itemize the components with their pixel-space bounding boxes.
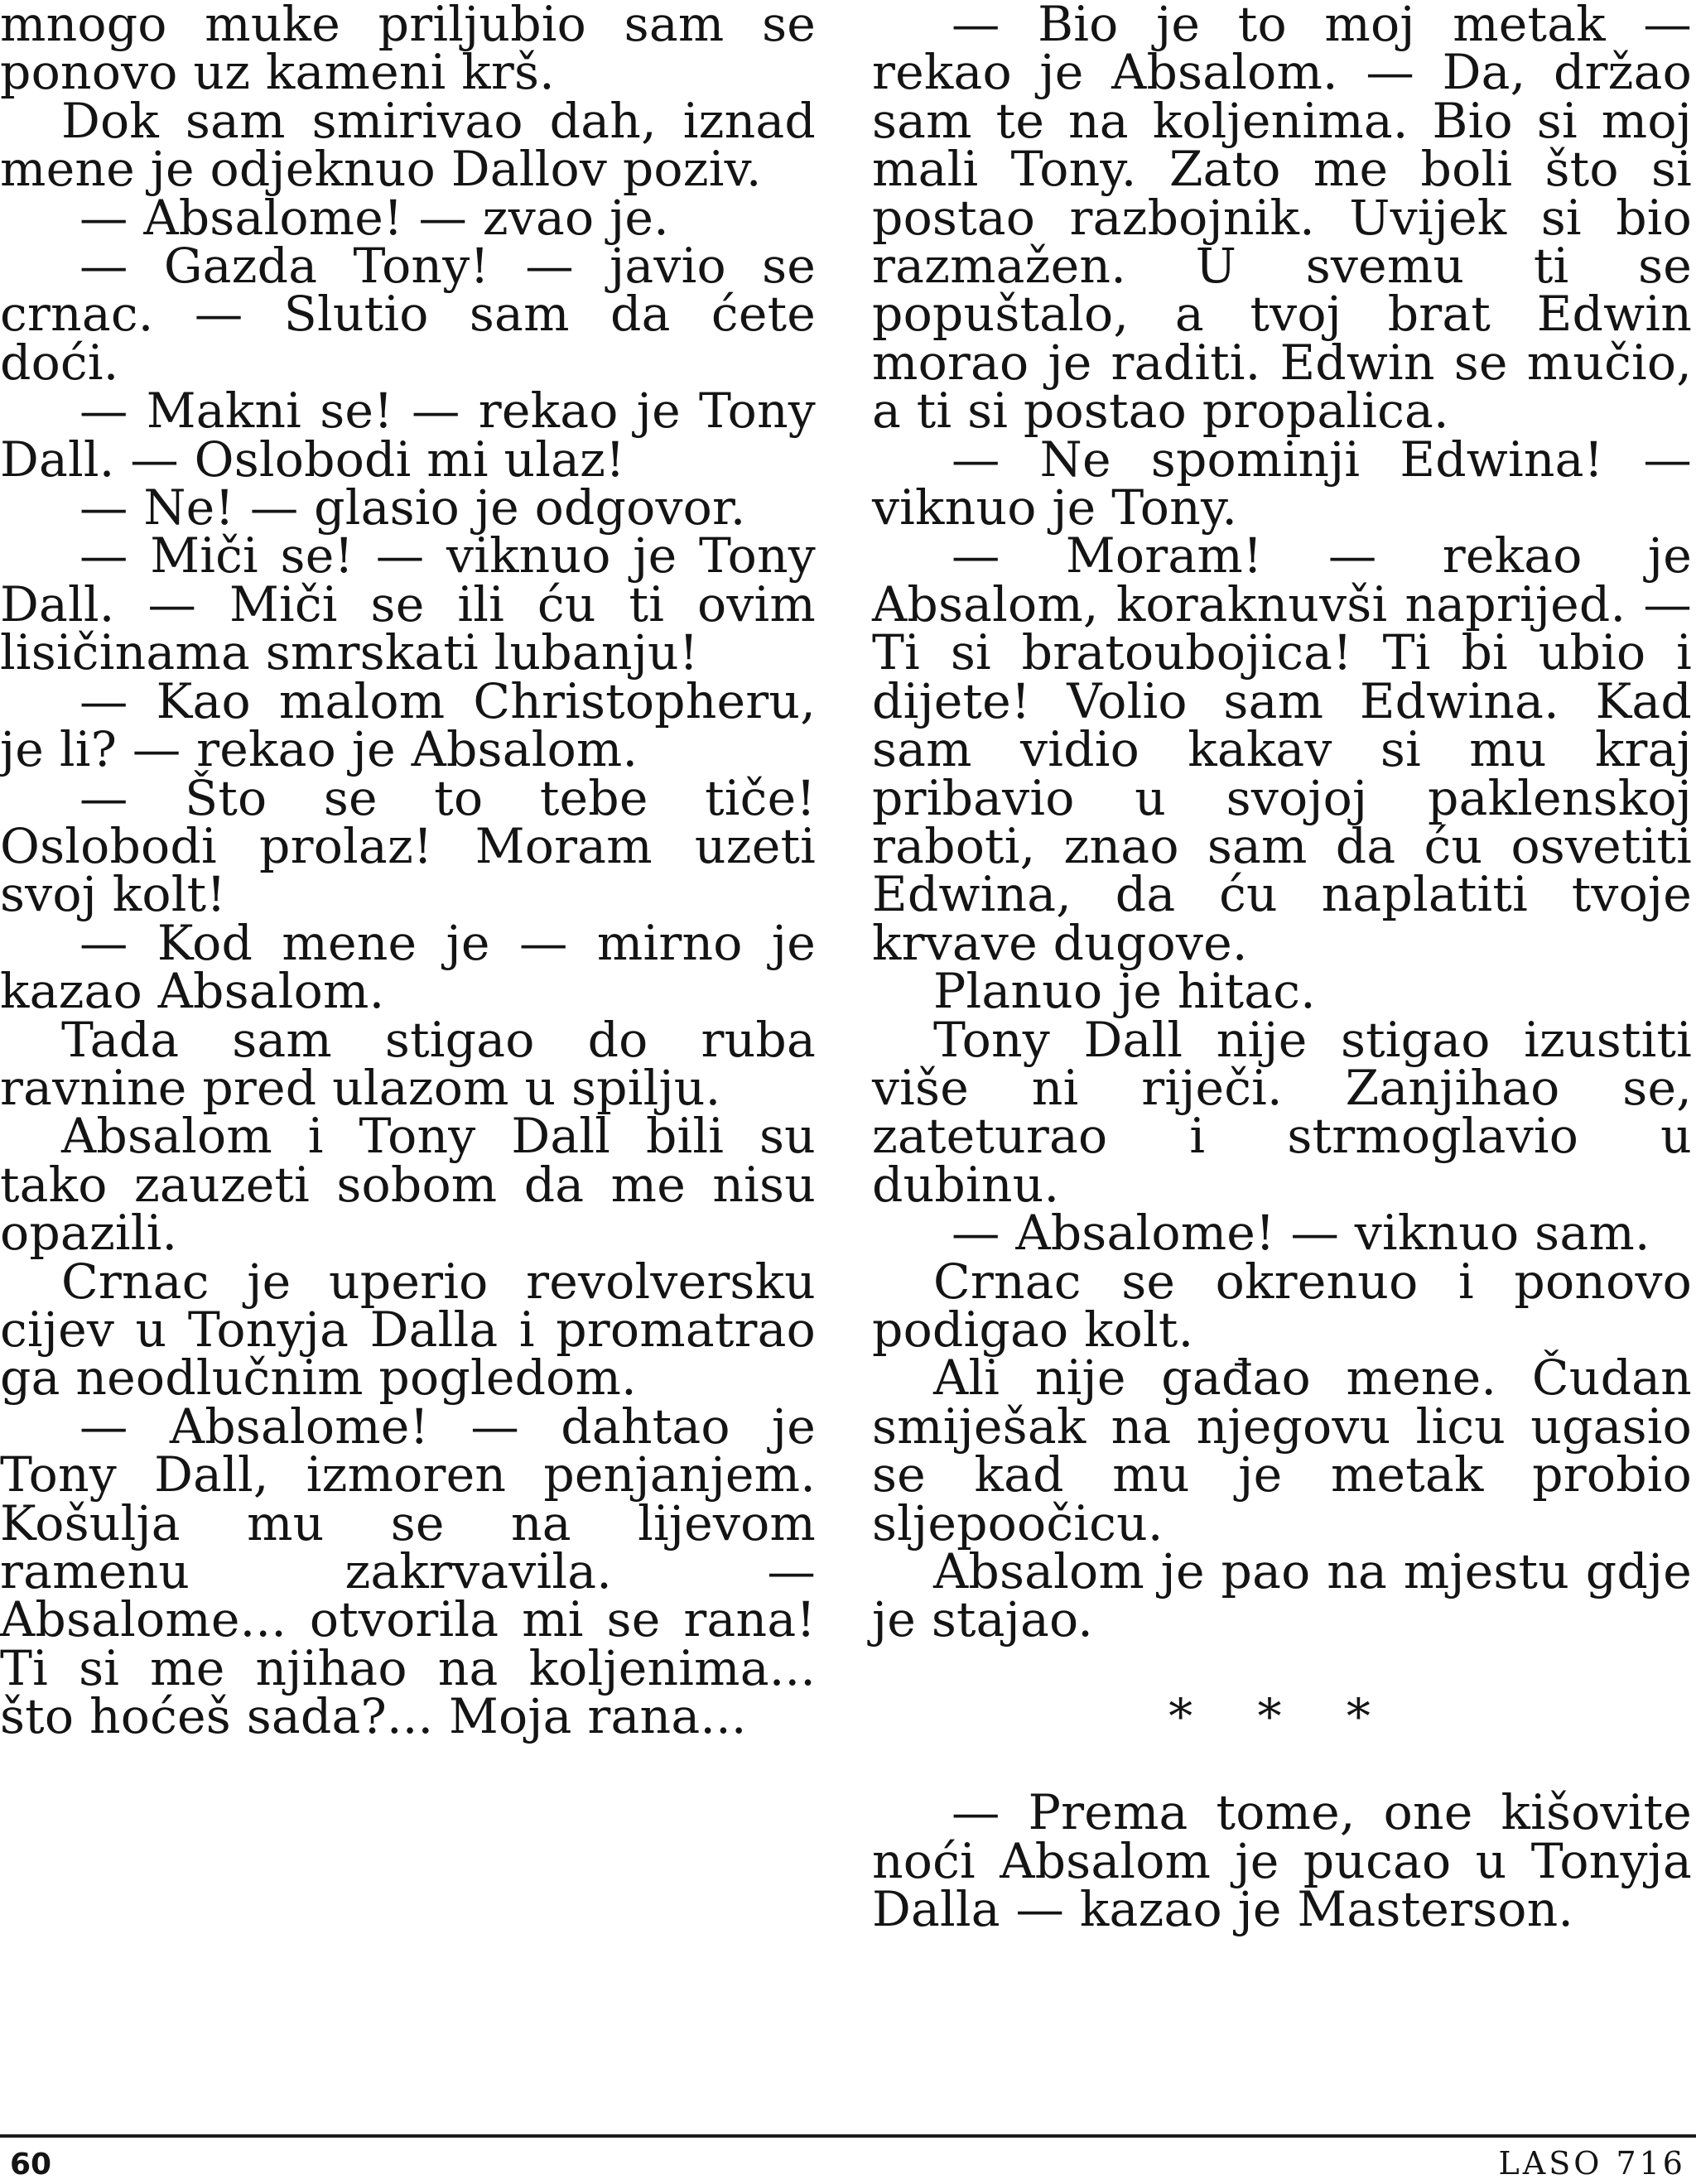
paragraph: — Ne spominji Edwina! — viknuo je Tony. — [872, 431, 1692, 536]
paragraph: — Kao malom Christopheru, je li? — rekao je Absalom. — [0, 672, 816, 778]
paragraph: — Kod mene je — mirno je kazao Absalom. — [0, 914, 816, 1020]
left-text-column — [0, 0, 816, 1745]
issue-label: LASO 716 — [1498, 2145, 1686, 2182]
paragraph: — Absalome! — viknuo sam. — [952, 1205, 1650, 1262]
paragraph: — Absalome! — dahtao je Tony Dall, izmoren penjanjem. Košulja mu se na lijevom ramenu zakrvavila. — Absalome... otvorila mi se rana! Ti si me njihao na koljenima... što hoćeš sada?... Moja rana... — [0, 1397, 816, 1745]
paragraph: mnogo muke priljubio sam se ponovo uz kameni krš. — [0, 0, 816, 101]
paragraph: Crnac se okrenuo i ponovo podigao kolt. — [872, 1253, 1692, 1358]
paragraph: Tada sam stigao do ruba ravnine pred ulazom u spilju. — [0, 1011, 816, 1116]
paragraph: — Bio je to moj metak — rekao je Absalom. — Da, držao sam te na koljenima. Bio si moj mali Tony. Zato me boli što si postao razbojnik. Uvijek si bio razmažen. U svemu ti se popuštalo, a tvoj brat Edwin morao je raditi. Edwin se mučio, a ti si postao propalica. — [872, 0, 1692, 440]
paragraph: — Moram! — rekao je Absalom, koraknuvši naprijed. — Ti si bratoubojica! Ti bi ubio i dijete! Volio sam Edwina. Kad sam vidio kakav si mu kraj pribavio u svojoj paklenskoj raboti, znao sam da ću osvetiti Edwina, da ću naplatiti tvoje krvave dugove. — [872, 527, 1692, 971]
paragraph: Planuo je hitac. — [933, 963, 1316, 1020]
paragraph: — Što se to tebe tiče! Oslobodi prolaz! Moram uzeti svoj kolt! — [0, 769, 816, 923]
section-separator: * * * — [1168, 1687, 1395, 1744]
right-column-part-two — [872, 1784, 1692, 1938]
paragraph: — Absalome! — zvao je. — [80, 189, 669, 246]
paragraph: Tony Dall nije stigao izustiti više ni riječi. Zanjihao se, zateturao i strmoglavio u dubinu. — [872, 1011, 1692, 1213]
paragraph: — Miči se! — viknuo je Tony Dall. — Miči se ili ću ti ovim lisičinama smrskati lubanju! — [0, 527, 816, 681]
paragraph: Dok sam smirivao dah, iznad mene je odjeknuo Dallov poziv. — [0, 92, 816, 198]
paragraph: Absalom je pao na mjestu gdje je stajao. — [872, 1543, 1692, 1648]
right-column-part-one — [872, 0, 1692, 1648]
paragraph: — Ne! — glasio je odgovor. — [80, 479, 746, 536]
right-text-column — [872, 0, 1692, 1938]
paragraph: — Makni se! — rekao je Tony Dall. — Oslobodi mi ulaz! — [0, 382, 816, 488]
paragraph: — Gazda Tony! — javio se crnac. — Slutio sam da ćete doći. — [0, 238, 816, 391]
page-number: 60 — [10, 2148, 52, 2182]
paragraph: Ali nije gađao mene. Čudan smiješak na njegovu licu ugasio se kad mu je metak probio sljepoočicu. — [872, 1349, 1692, 1551]
paragraph: Crnac je uperio revolversku cijev u Tonyja Dalla i promatrao ga neodlučnim pogledom. — [0, 1253, 816, 1407]
paragraph: — Prema tome, one kišovite noći Absalom je pucao u Tonyja Dalla — kazao je Masterson. — [872, 1784, 1692, 1938]
paragraph: Absalom i Tony Dall bili su tako zauzeti sobom da me nisu opazili. — [0, 1108, 816, 1262]
footer-rule — [0, 2134, 1696, 2138]
